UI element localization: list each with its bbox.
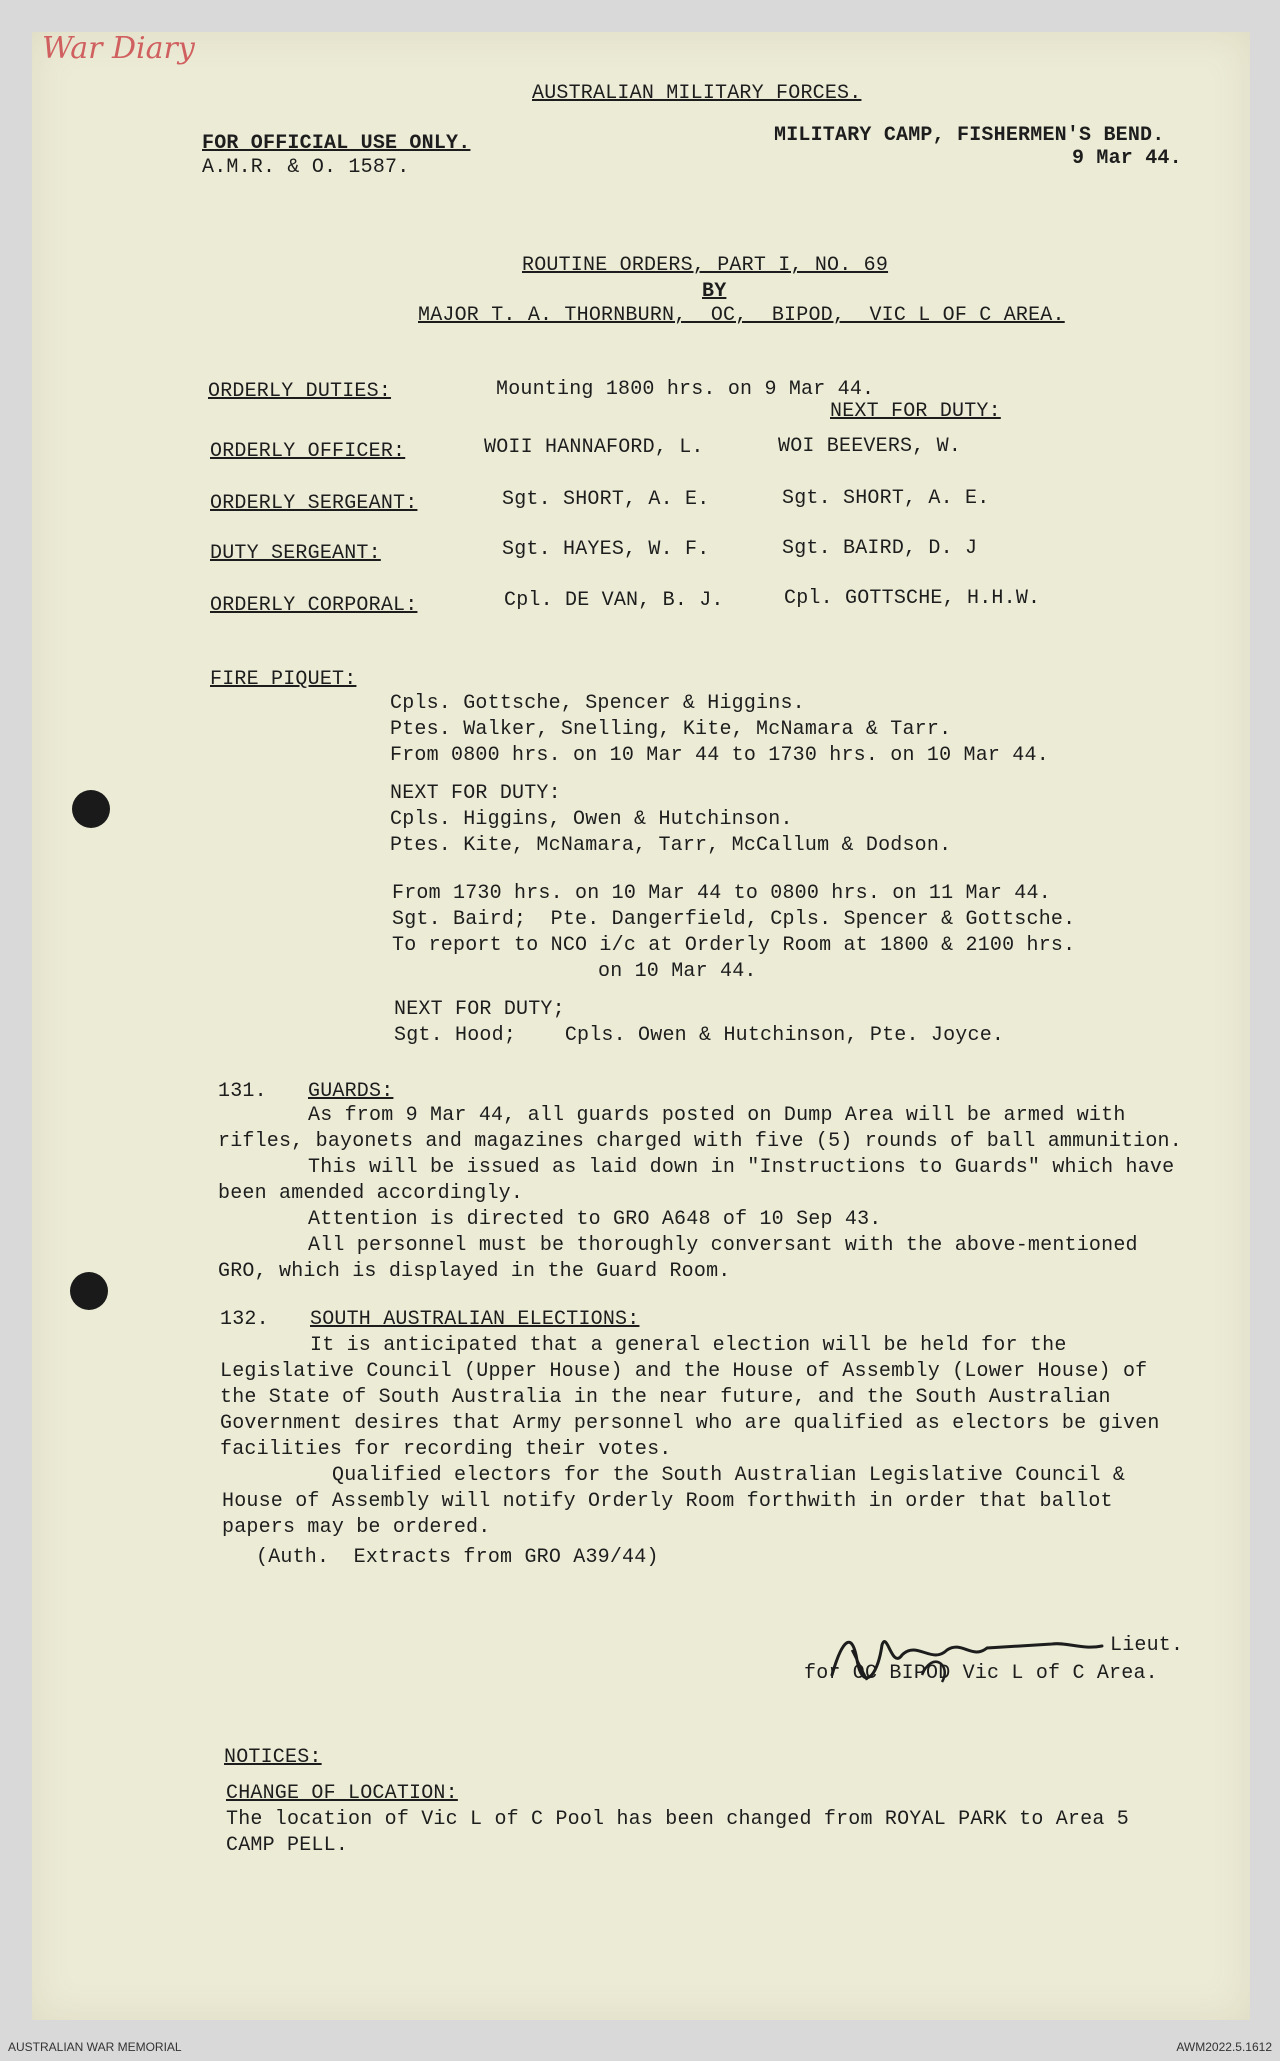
notices-subheading: CHANGE OF LOCATION: — [226, 1782, 458, 1805]
orderly-corporal-next: Cpl. GOTTSCHE, H.H.W. — [784, 587, 1041, 610]
fire-piquet-next-label: NEXT FOR DUTY: — [390, 782, 561, 805]
item-132-line: facilities for recording their votes. — [220, 1438, 672, 1461]
next-for-duty-label: NEXT FOR DUTY: — [830, 400, 1001, 423]
item-132-line: the State of South Australia in the near future, and the South Australian — [220, 1386, 1111, 1409]
item-131-line: been amended accordingly. — [218, 1182, 524, 1205]
fire-piquet-line: To report to NCO i/c at Orderly Room at 1800 & 2100 hrs. — [392, 934, 1076, 957]
punch-hole-bottom — [70, 1272, 108, 1310]
orderly-sergeant-next: Sgt. SHORT, A. E. — [782, 487, 990, 510]
document-header-title: AUSTRALIAN MILITARY FORCES. — [532, 82, 862, 105]
classification: FOR OFFICIAL USE ONLY. — [202, 132, 471, 155]
item-132-line: House of Assembly will notify Orderly Room forthwith in order that ballot — [222, 1490, 1113, 1513]
orderly-corporal-label: ORDERLY CORPORAL: — [210, 594, 418, 617]
item-132-heading: SOUTH AUSTRALIAN ELECTIONS: — [310, 1308, 640, 1331]
reference: A.M.R. & O. 1587. — [202, 156, 410, 179]
item-132-authority: (Auth. Extracts from GRO A39/44) — [256, 1546, 659, 1569]
orderly-sergeant-label: ORDERLY SERGEANT: — [210, 492, 418, 515]
fire-piquet-line: Cpls. Higgins, Owen & Hutchinson. — [390, 808, 793, 831]
notice-line: CAMP PELL. — [226, 1834, 349, 1857]
signatory-rank: Lieut. — [1110, 1634, 1184, 1657]
orderly-officer-label: ORDERLY OFFICER: — [210, 440, 406, 463]
fire-piquet-line: Ptes. Walker, Snelling, Kite, McNamara & Tarr. — [390, 718, 952, 741]
item-132-line: Government desires that Army personnel who are qualified as electors be given — [220, 1412, 1160, 1435]
fire-piquet-line: Cpls. Gottsche, Spencer & Higgins. — [390, 692, 805, 715]
item-131-line: As from 9 Mar 44, all guards posted on Dump Area will be armed with — [308, 1104, 1126, 1127]
item-132-line: It is anticipated that a general election will be held for the — [310, 1334, 1067, 1357]
item-132-line: Qualified electors for the South Australian Legislative Council & — [332, 1464, 1126, 1487]
orders-authority: MAJOR T. A. THORNBURN, OC, BIPOD, VIC L OF C AREA. — [418, 304, 1065, 327]
date: 9 Mar 44. — [1072, 147, 1182, 170]
item-131-line: GRO, which is displayed in the Guard Room. — [218, 1260, 731, 1283]
notices-heading: NOTICES: — [224, 1746, 322, 1769]
punch-hole-top — [72, 790, 110, 828]
item-131-line: Attention is directed to GRO A648 of 10 Sep 43. — [308, 1208, 882, 1231]
document-page — [32, 32, 1250, 2020]
mounting-time: Mounting 1800 hrs. on 9 Mar 44. — [496, 378, 875, 401]
footer-archive-name: AUSTRALIAN WAR MEMORIAL — [8, 2040, 182, 2054]
location: MILITARY CAMP, FISHERMEN'S BEND. — [774, 124, 1165, 147]
handwritten-war-diary-note: War Diary — [42, 31, 195, 66]
orders-by: BY — [702, 280, 727, 303]
item-131-heading: GUARDS: — [308, 1080, 394, 1103]
fire-piquet-label: FIRE PIQUET: — [210, 668, 357, 691]
orderly-officer-next: WOI BEEVERS, W. — [778, 435, 962, 458]
fire-piquet-line: From 1730 hrs. on 10 Mar 44 to 0800 hrs. on 11 Mar 44. — [392, 882, 1051, 905]
item-132-number: 132. — [220, 1308, 269, 1331]
duty-sergeant-next: Sgt. BAIRD, D. J — [782, 537, 978, 560]
signatory-for-line: for OC BIPOD Vic L of C Area. — [804, 1662, 1158, 1685]
duty-sergeant-label: DUTY SERGEANT: — [210, 542, 381, 565]
orderly-corporal-current: Cpl. DE VAN, B. J. — [504, 589, 724, 612]
orderly-sergeant-current: Sgt. SHORT, A. E. — [502, 488, 710, 511]
fire-piquet-line: Sgt. Hood; Cpls. Owen & Hutchinson, Pte. Joyce. — [394, 1024, 1005, 1047]
fire-piquet-line: on 10 Mar 44. — [598, 960, 757, 983]
duty-sergeant-current: Sgt. HAYES, W. F. — [502, 538, 710, 561]
notice-line: The location of Vic L of C Pool has been changed from ROYAL PARK to Area 5 — [226, 1808, 1129, 1831]
fire-piquet-line: From 0800 hrs. on 10 Mar 44 to 1730 hrs. on 10 Mar 44. — [390, 744, 1049, 767]
item-131-line: rifles, bayonets and magazines charged with five (5) rounds of ball ammunition. — [218, 1130, 1182, 1153]
item-132-line: Legislative Council (Upper House) and the House of Assembly (Lower House) of — [220, 1360, 1148, 1383]
orderly-duties-label: ORDERLY DUTIES: — [208, 380, 392, 403]
orderly-officer-current: WOII HANNAFORD, L. — [484, 436, 704, 459]
item-131-line: All personnel must be thoroughly conversant with the above-mentioned — [308, 1234, 1138, 1257]
footer-archive-id: AWM2022.5.1612 — [1176, 2040, 1272, 2054]
orders-title: ROUTINE ORDERS, PART I, NO. 69 — [522, 254, 889, 277]
fire-piquet-line: Ptes. Kite, McNamara, Tarr, McCallum & Dodson. — [390, 834, 952, 857]
item-131-number: 131. — [218, 1080, 267, 1103]
fire-piquet-line: Sgt. Baird; Pte. Dangerfield, Cpls. Spencer & Gottsche. — [392, 908, 1076, 931]
item-132-line: papers may be ordered. — [222, 1516, 491, 1539]
fire-piquet-next-label: NEXT FOR DUTY; — [394, 998, 565, 1021]
item-131-line: This will be issued as laid down in "Instructions to Guards" which have — [308, 1156, 1175, 1179]
